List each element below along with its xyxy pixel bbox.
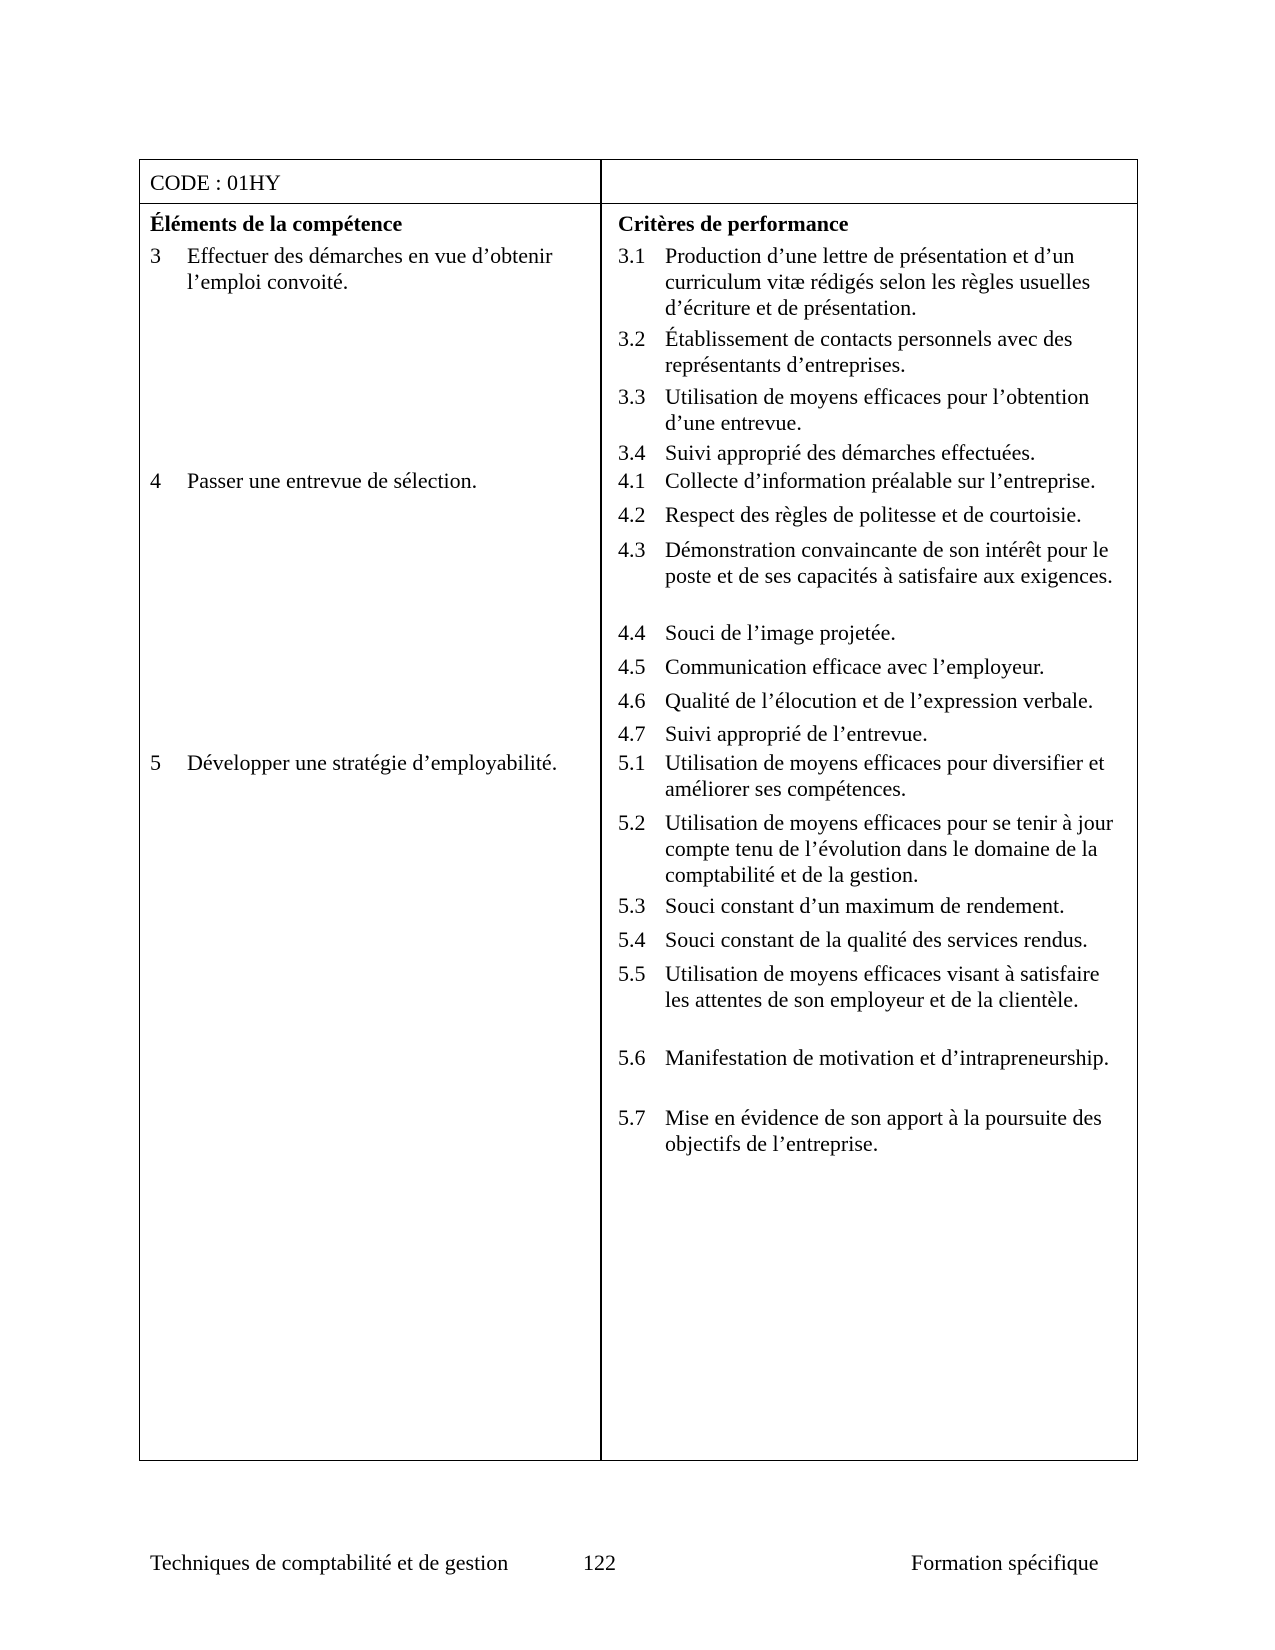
element-text: Effectuer des démarches en vue d’obtenir l’emploi convoité. <box>187 243 553 294</box>
criterion-number: 3.1 <box>618 243 646 268</box>
criterion-text: Suivi approprié de l’entrevue. <box>665 721 928 746</box>
criterion-item <box>618 688 1118 714</box>
criterion-text: Respect des règles de politesse et de courtoisie. <box>665 502 1082 527</box>
element-number: 3 <box>150 243 161 268</box>
header-divider <box>140 203 1137 204</box>
criterion-item <box>618 502 1118 528</box>
criterion-number: 5.3 <box>618 893 646 918</box>
criterion-item <box>618 1045 1118 1071</box>
criteria-header: Critères de performance <box>618 211 849 236</box>
criterion-item <box>618 654 1118 680</box>
criterion-item <box>618 927 1118 953</box>
criterion-number: 5.5 <box>618 961 646 986</box>
code-label: CODE : 01HY <box>150 170 281 195</box>
criterion-number: 5.1 <box>618 750 646 775</box>
criterion-item <box>618 721 1118 747</box>
criterion-text: Souci de l’image projetée. <box>665 620 896 645</box>
criterion-number: 5.2 <box>618 810 646 835</box>
criterion-number: 4.2 <box>618 502 646 527</box>
criterion-text: Production d’une lettre de présentation et d’un curriculum vitæ rédigés selon les règles usuelles d’écriture et de présentation. <box>665 243 1091 320</box>
criterion-number: 4.5 <box>618 654 646 679</box>
criterion-text: Utilisation de moyens efficaces pour l’obtention d’une entrevue. <box>665 384 1090 435</box>
criterion-number: 3.3 <box>618 384 646 409</box>
criterion-number: 4.4 <box>618 620 646 645</box>
element-number: 4 <box>150 468 161 493</box>
criterion-item <box>618 810 1118 888</box>
criterion-item <box>618 750 1118 802</box>
criterion-item <box>618 1105 1118 1157</box>
element-text: Développer une stratégie d’employabilité. <box>187 750 558 775</box>
element-item <box>150 468 590 494</box>
criterion-number: 3.2 <box>618 326 646 351</box>
criterion-item <box>618 961 1118 1013</box>
criterion-text: Souci constant d’un maximum de rendement. <box>665 893 1065 918</box>
criterion-text: Suivi approprié des démarches effectuées. <box>665 440 1036 465</box>
element-text: Passer une entrevue de sélection. <box>187 468 478 493</box>
criterion-number: 4.7 <box>618 721 646 746</box>
footer-program: Techniques de comptabilité et de gestion <box>150 1550 509 1575</box>
criterion-text: Utilisation de moyens efficaces visant à satisfaire les attentes de son employeur et de la clientèle. <box>665 961 1100 1012</box>
criterion-text: Communication efficace avec l’employeur. <box>665 654 1045 679</box>
criterion-text: Souci constant de la qualité des services rendus. <box>665 927 1088 952</box>
element-number: 5 <box>150 750 161 775</box>
criterion-text: Utilisation de moyens efficaces pour se tenir à jour compte tenu de l’évolution dans le domaine de la comptabilité et de la gestion. <box>665 810 1114 887</box>
criterion-number: 5.6 <box>618 1045 646 1070</box>
criterion-number: 4.3 <box>618 537 646 562</box>
criterion-text: Qualité de l’élocution et de l’expression verbale. <box>665 688 1094 713</box>
criterion-text: Collecte d’information préalable sur l’entreprise. <box>665 468 1096 493</box>
element-item <box>150 750 590 776</box>
criterion-number: 3.4 <box>618 440 646 465</box>
criterion-number: 5.4 <box>618 927 646 952</box>
criterion-text: Manifestation de motivation et d’intrapreneurship. <box>665 1045 1110 1070</box>
criterion-item <box>618 537 1118 589</box>
criterion-item <box>618 440 1118 466</box>
criterion-text: Mise en évidence de son apport à la poursuite des objectifs de l’entreprise. <box>665 1105 1102 1156</box>
footer-section: Formation spécifique <box>911 1550 1099 1575</box>
elements-header: Éléments de la compétence <box>150 211 403 236</box>
criterion-number: 5.7 <box>618 1105 646 1130</box>
criterion-item <box>618 620 1118 646</box>
criterion-number: 4.6 <box>618 688 646 713</box>
criterion-number: 4.1 <box>618 468 646 493</box>
criterion-text: Établissement de contacts personnels avec des représentants d’entreprises. <box>665 326 1073 377</box>
criterion-item <box>618 384 1118 436</box>
criterion-text: Utilisation de moyens efficaces pour diversifier et améliorer ses compétences. <box>665 750 1105 801</box>
column-divider <box>600 160 602 1460</box>
element-item <box>150 243 590 295</box>
criterion-item <box>618 468 1118 494</box>
criterion-text: Démonstration convaincante de son intérêt pour le poste et de ses capacités à satisfaire aux exigences. <box>665 537 1113 588</box>
criterion-item <box>618 243 1118 321</box>
footer-page-number: 122 <box>583 1550 616 1575</box>
criterion-item <box>618 326 1118 378</box>
criterion-item <box>618 893 1118 919</box>
competence-table <box>139 159 1138 1461</box>
